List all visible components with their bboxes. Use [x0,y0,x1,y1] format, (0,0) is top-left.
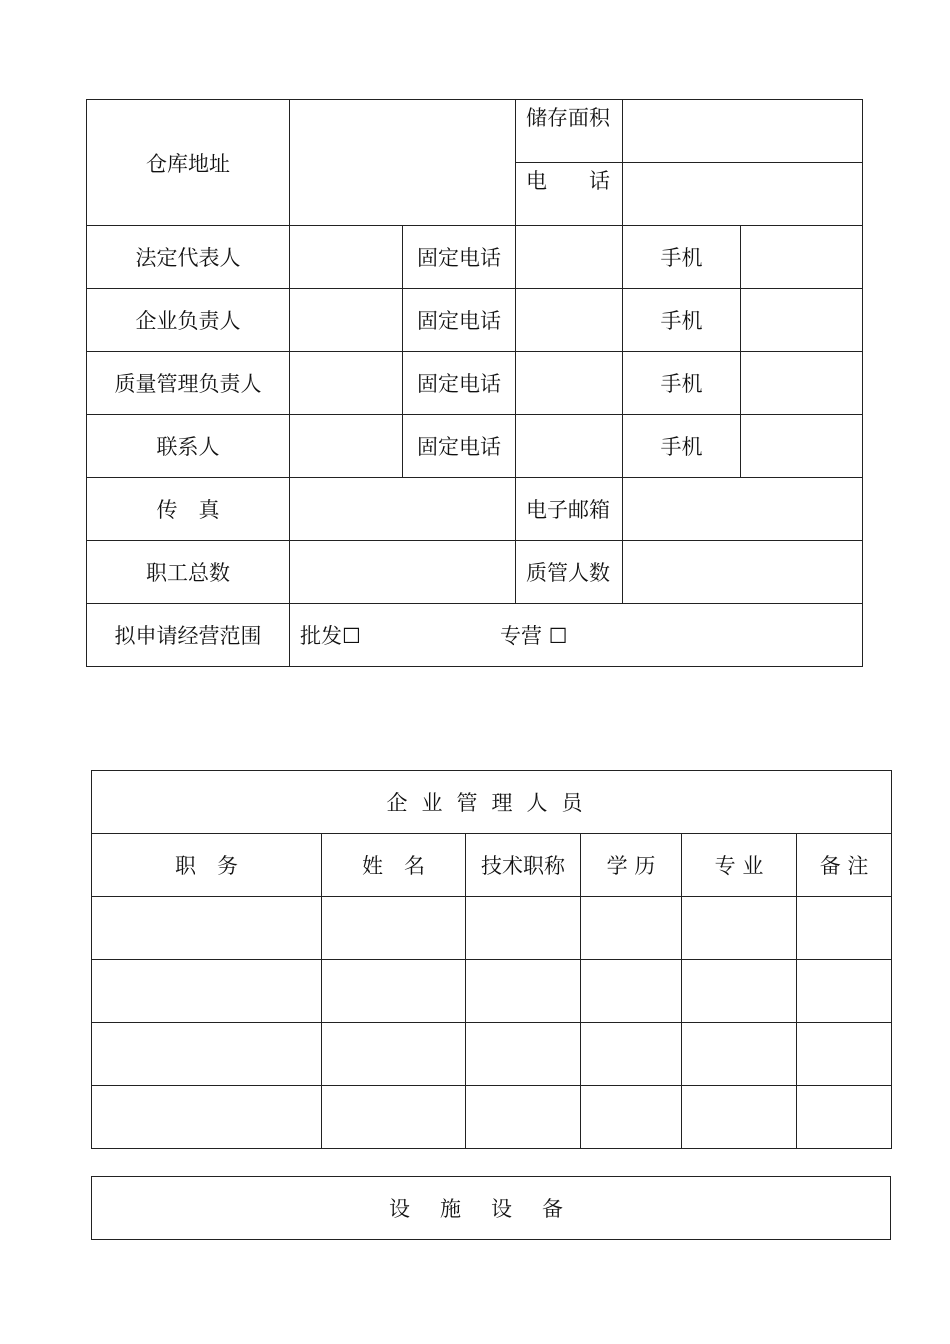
contact-field[interactable] [290,415,403,478]
fixed-phone-field[interactable] [516,226,623,289]
storage-area-field[interactable] [623,100,863,163]
quality-head-label: 质量管理负责人 [87,352,290,415]
fax-field[interactable] [290,478,516,541]
table-row [92,1023,892,1086]
table-row [87,226,863,289]
table-row [92,897,892,960]
email-field[interactable] [623,478,863,541]
table-row [92,1086,892,1149]
table-row [87,415,863,478]
company-head-field[interactable] [290,289,403,352]
total-staff-field[interactable] [290,541,516,604]
table-row [87,352,863,415]
contact-label: 联系人 [87,415,290,478]
fax-label: 传 真 [87,478,290,541]
management-table [91,770,892,1149]
management-title: 企业管理人员 [92,771,892,834]
company-head-label: 企业负责人 [87,289,290,352]
email-label: 电子邮箱 [516,478,623,541]
company-info-table [86,99,863,667]
quality-staff-label: 质管人数 [516,541,623,604]
fixed-phone-label: 固定电话 [403,352,516,415]
fixed-phone-label: 固定电话 [403,226,516,289]
table-row [92,960,892,1023]
facilities-table [91,1176,891,1240]
storage-area-label: 储存面积 [516,100,623,163]
mobile-label: 手机 [623,415,741,478]
scope-options [290,604,863,667]
mobile-label: 手机 [623,352,741,415]
header-name: 姓 名 [322,834,466,897]
phone-label: 电 话 [516,163,623,226]
mobile-label: 手机 [623,289,741,352]
wholesale-checkbox[interactable]: 批发☐ [300,624,361,648]
legal-rep-label: 法定代表人 [87,226,290,289]
warehouse-address-field[interactable] [290,100,516,226]
fixed-phone-field[interactable] [516,352,623,415]
mobile-field[interactable] [741,289,863,352]
facilities-title: 设施设备 [92,1177,891,1240]
mobile-field[interactable] [741,226,863,289]
header-position: 职 务 [92,834,322,897]
mobile-field[interactable] [741,352,863,415]
mobile-field[interactable] [741,415,863,478]
total-staff-label: 职工总数 [87,541,290,604]
fixed-phone-field[interactable] [516,289,623,352]
header-education: 学 历 [581,834,682,897]
scope-label: 拟申请经营范围 [87,604,290,667]
fixed-phone-label: 固定电话 [403,289,516,352]
legal-rep-field[interactable] [290,226,403,289]
header-major: 专 业 [682,834,797,897]
fixed-phone-field[interactable] [516,415,623,478]
header-title: 技术职称 [466,834,581,897]
fixed-phone-label: 固定电话 [403,415,516,478]
mobile-label: 手机 [623,226,741,289]
quality-staff-field[interactable] [623,541,863,604]
warehouse-address-label: 仓库地址 [87,100,290,226]
header-remarks: 备 注 [797,834,892,897]
franchise-checkbox[interactable]: 专营 ☐ [500,624,568,648]
quality-head-field[interactable] [290,352,403,415]
table-row [87,289,863,352]
phone-field[interactable] [623,163,863,226]
